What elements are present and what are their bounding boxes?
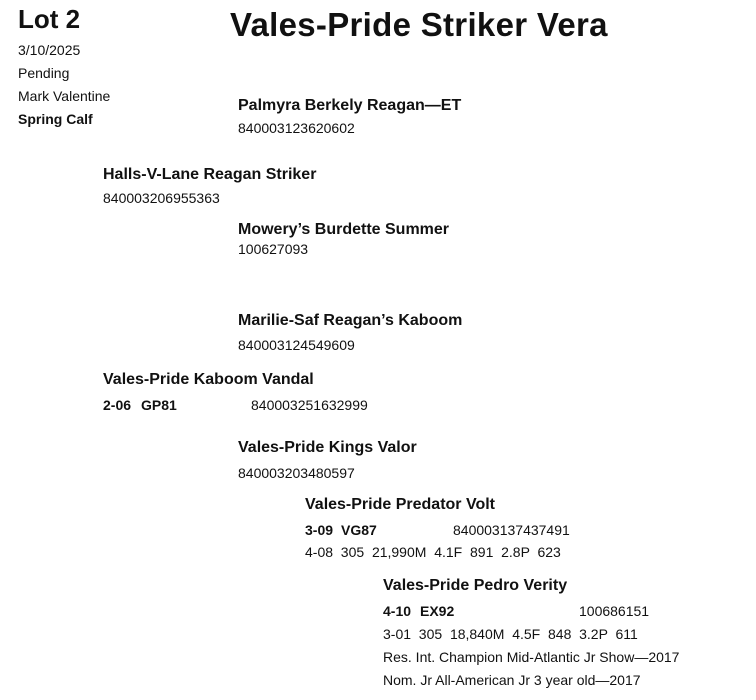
animal-name: Vales-Pride Striker Vera: [230, 6, 608, 43]
lot-status: Pending: [18, 65, 70, 81]
granddam-record: 4-08 305 21,990M 4.1F 891 2.8P 623: [305, 544, 561, 560]
great-granddam-age: 4-10: [383, 603, 412, 619]
great-granddam-record: 3-01 305 18,840M 4.5F 848 3.2P 611: [383, 626, 638, 642]
dam-sire-name: Marilie-Saf Reagan’s Kaboom: [238, 312, 463, 329]
great-granddam-name: Vales-Pride Pedro Verity: [383, 577, 568, 594]
dam-name: Vales-Pride Kaboom Vandal: [103, 371, 314, 388]
consignor-name: Mark Valentine: [18, 88, 111, 104]
award-line: Res. Int. Champion Mid-Atlantic Jr Show—2017: [383, 649, 680, 665]
sale-date: 3/10/2025: [18, 42, 81, 58]
sire-sire-name: Palmyra Berkely Reagan—ET: [238, 97, 462, 114]
dam-sire-id: 840003124549609: [238, 337, 355, 353]
award-line: Nom. Jr All-American Jr 3 year old—2017: [383, 672, 641, 688]
granddam-sire-id: 840003203480597: [238, 465, 355, 481]
granddam-name: Vales-Pride Predator Volt: [305, 496, 495, 513]
dam-score: GP81: [141, 397, 177, 413]
sire-id: 840003206955363: [103, 190, 220, 206]
granddam-sire-name: Vales-Pride Kings Valor: [238, 439, 417, 456]
dam-age: 2-06: [103, 397, 132, 413]
sire-dam-id: 100627093: [238, 241, 309, 257]
animal-class: Spring Calf: [18, 111, 93, 127]
sire-name: Halls-V-Lane Reagan Striker: [103, 166, 317, 183]
granddam-score: VG87: [341, 522, 377, 538]
sire-sire-id: 840003123620602: [238, 120, 355, 136]
granddam-age: 3-09: [305, 522, 334, 538]
granddam-id: 840003137437491: [453, 522, 570, 538]
great-granddam-score: EX92: [420, 603, 455, 619]
lot-number: Lot 2: [18, 4, 81, 34]
dam-id: 840003251632999: [251, 397, 368, 413]
sire-dam-name: Mowery’s Burdette Summer: [238, 221, 450, 238]
great-granddam-id: 100686151: [579, 603, 650, 619]
